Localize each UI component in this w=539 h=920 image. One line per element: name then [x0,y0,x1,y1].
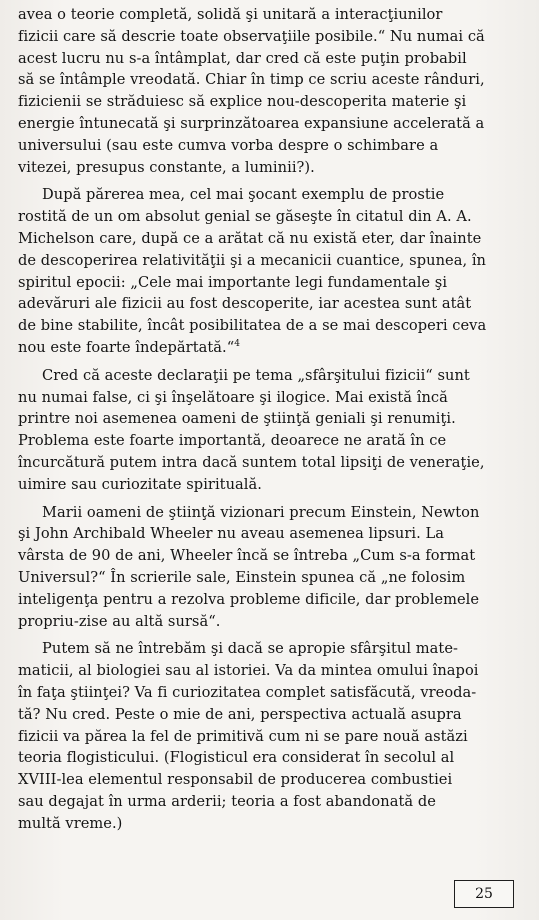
text-line: să se întâmple vreodată. Chiar în timp ce scriu aceste rânduri, [18,71,485,89]
text-line: de bine stabilite, încât posibilitatea de a se mai descoperi ceva [18,317,487,335]
text-line: Universul?“ În scrierile sale, Einstein spunea că „ne folosim [18,568,466,586]
text-line: După părerea mea, cel mai şocant exemplu de prostie [42,186,445,204]
paragraph-2 [18,184,528,358]
text-line: universului (sau este cumva vorba despre o schimbare a [18,136,439,154]
paragraph-1 [18,4,528,178]
text-line: maticii, al biologiei sau al istoriei. Va da mintea omului înapoi [18,662,479,680]
text-line: fizicienii se străduiesc să explice nou-descoperita materie şi [18,93,467,111]
page-number-text: 25 [475,886,493,902]
text-line: adevăruri ale fizicii au fost descoperite, iar acestea sunt atât [18,295,472,313]
text-line: şi John Archibald Wheeler nu aveau asemenea lipsuri. La [18,525,444,543]
text-line: vârsta de 90 de ani, Wheeler încă se întreba „Cum s-a format [18,547,476,565]
text-line: inteligenţa pentru a rezolva probleme dificile, dar problemele [18,590,480,608]
text-line: fizicii care să descrie toate observaţiile posibile.“ Nu numai că [18,27,485,45]
text-line: de descoperirea relativităţii şi a mecanicii cuantice, spunea, în [18,251,486,269]
text-line-content: nou este foarte îndepărtată.“ [18,338,235,356]
text-line: încurcătură putem intra dacă suntem total lipsiţi de veneraţie, [18,453,485,471]
text-line [18,337,528,359]
footnote-marker: 4 [234,339,241,350]
text-line: Marii oameni de ştiinţă vizionari precum Einstein, Newton [42,503,480,521]
paragraph-5 [18,638,528,834]
text-line: tă? Nu cred. Peste o mie de ani, perspectiva actuală asupra [18,705,462,723]
text-line: propriu-zise au altă sursă“. [18,612,221,630]
text-line: energie întunecată şi surprinzătoarea expansiune accelerată a [18,114,485,132]
paragraph-3 [18,365,528,496]
text-line: fizicii va părea la fel de primitivă cum ni se pare nouă astăzi [18,727,468,745]
text-line: Problema este foarte importantă, deoarece ne arată în ce [18,432,447,450]
text-line: sau degajat în urma arderii; teoria a fost abandonată de [18,792,436,810]
text-line: Cred că aceste declaraţii pe tema „sfârşitului fizicii“ sunt [42,366,470,384]
text-line: avea o teorie completă, solidă şi unitară a interacţiunilor [18,6,443,23]
text-line: multă vreme.) [18,814,123,832]
text-line: teoria flogisticului. (Flogisticul era considerat în secolul al [18,749,455,767]
text-line: uimire sau curiozitate spirituală. [18,475,262,493]
text-line: nu numai false, ci şi înşelătoare şi ilogice. Mai există încă [18,388,448,406]
text-line: acest lucru nu s-a întâmplat, dar cred că este puţin probabil [18,49,467,67]
text-line: rostită de un om absolut genial se găseşte în citatul din A. A. [18,208,472,226]
text-line: printre noi asemenea oameni de ştiinţă geniali şi renumiţi. [18,410,456,428]
text-line: vitezei, presupus constante, a luminii?). [18,158,315,176]
text-line: Michelson care, după ce a arătat că nu există eter, dar înainte [18,229,482,247]
paragraph-4 [18,502,528,633]
text-line: XVIII-lea elementul responsabil de producerea combustiei [18,771,453,789]
text-line: în faţa ştiinţei? Va fi curiozitatea complet satisfăcută, vreoda- [18,683,477,701]
page-number [454,880,514,908]
body-text [18,4,528,834]
text-line: spiritul epocii: „Cele mai importante legi fundamentale şi [18,273,448,291]
text-line: Putem să ne întrebăm şi dacă se apropie sfârşitul mate- [42,640,458,658]
